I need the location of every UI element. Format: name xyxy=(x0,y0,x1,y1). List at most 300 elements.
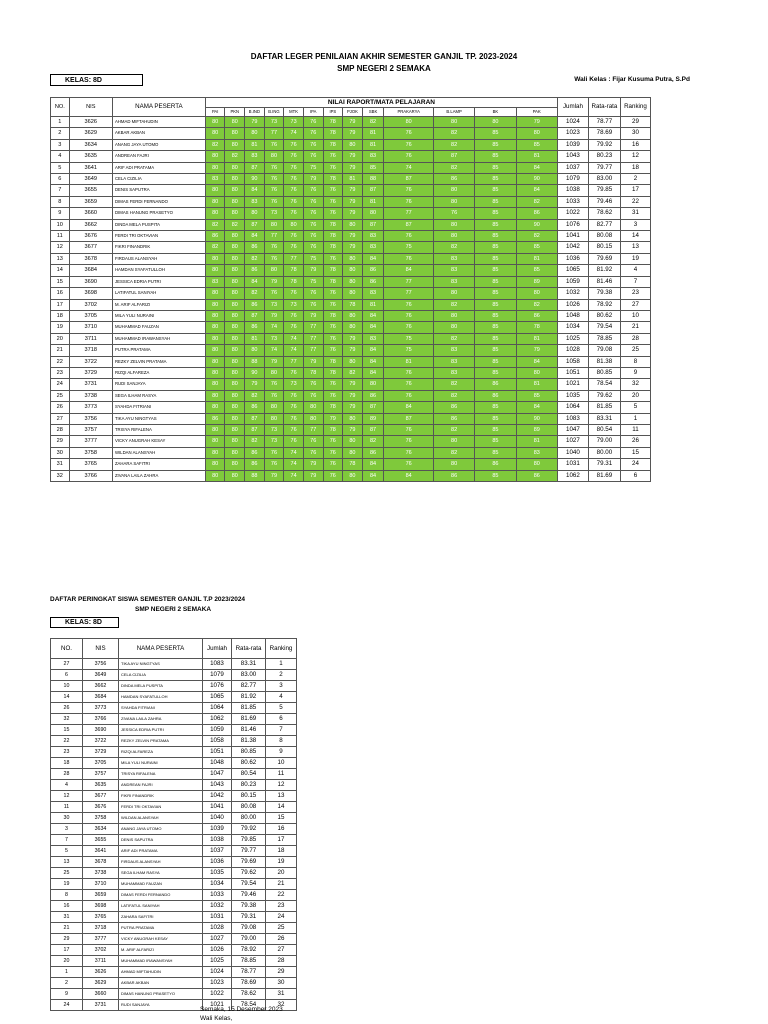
score-cell: 79 xyxy=(264,276,284,287)
score-cell: 85 xyxy=(475,208,516,219)
rank-row-nis: 3634 xyxy=(83,824,119,835)
table-row xyxy=(51,356,651,367)
score-cell: 83 xyxy=(205,276,225,287)
score-cell: 80 xyxy=(225,299,245,310)
score-cell: 78 xyxy=(303,367,323,378)
score-cell: 83 xyxy=(433,345,474,356)
rank-row-nama: SYAHDA FITRIANI xyxy=(119,703,203,714)
rank-row-ranking: 25 xyxy=(266,923,297,934)
row-nis: 3635 xyxy=(69,151,112,162)
score-cell: 80 xyxy=(433,310,474,321)
row-nama: FERDI TRI OKTAVIAN xyxy=(112,231,205,242)
table-row xyxy=(51,265,651,276)
score-cell: 81 xyxy=(516,151,557,162)
rank-row-nis: 3722 xyxy=(83,736,119,747)
table-row xyxy=(51,333,651,344)
row-ranking: 8 xyxy=(620,356,650,367)
score-cell: 80 xyxy=(205,196,225,207)
rank-row-jumlah: 1076 xyxy=(203,681,232,692)
score-cell: 82 xyxy=(433,162,474,173)
score-cell: 87 xyxy=(433,151,474,162)
rank-row-nis: 3729 xyxy=(83,747,119,758)
row-nis: 3676 xyxy=(69,231,112,242)
score-cell: 76 xyxy=(264,196,284,207)
row-nama: REZKY ZELVIN PRATAMA xyxy=(112,356,205,367)
score-cell: 81 xyxy=(516,333,557,344)
score-cell: 82 xyxy=(245,436,265,447)
rank-row-nama: DINDA MELA PUSPITA xyxy=(119,681,203,692)
rank-row-rata: 79.38 xyxy=(232,901,266,912)
table-row xyxy=(51,402,651,413)
score-cell: 80 xyxy=(225,322,245,333)
score-cell: 76 xyxy=(284,310,304,321)
row-nama: DENIS SAPUTRA xyxy=(112,185,205,196)
row-nis: 3729 xyxy=(69,367,112,378)
col-nilai-header: NILAI RAPORT/MATA PELAJARAN xyxy=(205,98,557,108)
rank-row-rata: 80.00 xyxy=(232,813,266,824)
table-row xyxy=(51,813,297,824)
score-cell: 74 xyxy=(264,345,284,356)
col-nama-header: NAMA PESERTA xyxy=(112,98,205,117)
row-ranking: 3 xyxy=(620,219,650,230)
table-row xyxy=(51,945,297,956)
rank-row-nis: 3773 xyxy=(83,703,119,714)
rank-row-nis: 3710 xyxy=(83,879,119,890)
rank-row-nis: 3757 xyxy=(83,769,119,780)
score-cell: 73 xyxy=(264,117,284,128)
score-cell: 79 xyxy=(343,196,363,207)
score-cell: 76 xyxy=(264,253,284,264)
score-cell: 76 xyxy=(284,174,304,185)
row-rata: 78.85 xyxy=(588,333,620,344)
row-nama: TRISYA RIFALENA xyxy=(112,424,205,435)
row-nis: 3698 xyxy=(69,288,112,299)
row-ranking: 9 xyxy=(620,367,650,378)
row-rata: 79.62 xyxy=(588,390,620,401)
score-cell: 84 xyxy=(384,402,434,413)
row-ranking: 28 xyxy=(620,333,650,344)
rank-row-jumlah: 1034 xyxy=(203,879,232,890)
table-row xyxy=(51,117,651,128)
table-row xyxy=(51,956,297,967)
score-cell: 76 xyxy=(284,208,304,219)
row-jumlah: 1058 xyxy=(557,356,588,367)
rank-row-no: 23 xyxy=(51,747,83,758)
score-cell: 84 xyxy=(362,322,384,333)
rank-row-ranking: 16 xyxy=(266,824,297,835)
score-cell: 83 xyxy=(433,367,474,378)
rank-row-ranking: 6 xyxy=(266,714,297,725)
rank-row-no: 16 xyxy=(51,901,83,912)
score-cell: 85 xyxy=(475,299,516,310)
leger-title: DAFTAR LEGER PENILAIAN AKHIR SEMESTER GANJIL TP. 2023-2024 xyxy=(250,52,518,61)
score-cell: 80 xyxy=(225,356,245,367)
rank-row-nis: 3676 xyxy=(83,802,119,813)
score-cell: 79 xyxy=(343,185,363,196)
score-cell: 76 xyxy=(303,231,323,242)
score-cell: 83 xyxy=(433,276,474,287)
score-cell: 73 xyxy=(264,424,284,435)
score-cell: 84 xyxy=(362,345,384,356)
score-cell: 81 xyxy=(362,128,384,139)
score-cell: 86 xyxy=(516,208,557,219)
row-no: 22 xyxy=(51,356,70,367)
table-row xyxy=(51,725,297,736)
score-cell: 77 xyxy=(384,208,434,219)
rank-col-no-header: NO. xyxy=(51,639,83,659)
score-cell: 80 xyxy=(225,424,245,435)
score-cell: 76 xyxy=(323,345,343,356)
row-nama: ANDREAN FAJRI xyxy=(112,151,205,162)
score-cell: 76 xyxy=(303,208,323,219)
rank-row-nis: 3678 xyxy=(83,857,119,868)
rank-row-jumlah: 1028 xyxy=(203,923,232,934)
rank-row-rata: 78.54 xyxy=(232,1000,266,1011)
row-nama: PUTRA PRATAMA xyxy=(112,345,205,356)
subject-header: B.IND xyxy=(245,108,265,117)
score-cell: 80 xyxy=(205,470,225,481)
score-cell: 80 xyxy=(343,265,363,276)
row-no: 31 xyxy=(51,459,70,470)
rank-row-ranking: 18 xyxy=(266,846,297,857)
score-cell: 79 xyxy=(303,265,323,276)
score-cell: 80 xyxy=(343,356,363,367)
score-cell: 80 xyxy=(225,139,245,150)
rank-row-nama: REZKY ZELVIN PRATAMA xyxy=(119,736,203,747)
row-no: 8 xyxy=(51,196,70,207)
rank-row-no: 6 xyxy=(51,670,83,681)
rank-row-nama: WILDAN ALANSYAH xyxy=(119,813,203,824)
score-cell: 77 xyxy=(264,128,284,139)
score-cell: 85 xyxy=(475,470,516,481)
table-row xyxy=(51,242,651,253)
rank-row-no: 18 xyxy=(51,758,83,769)
row-rata: 80.15 xyxy=(588,242,620,253)
rank-row-no: 22 xyxy=(51,736,83,747)
rank-row-ranking: 8 xyxy=(266,736,297,747)
score-cell: 80 xyxy=(433,436,474,447)
score-cell: 84 xyxy=(384,470,434,481)
score-cell: 76 xyxy=(384,459,434,470)
rank-row-nama: TRISYA RIFALENA xyxy=(119,769,203,780)
score-cell: 82 xyxy=(516,231,557,242)
score-cell: 76 xyxy=(384,253,434,264)
table-row xyxy=(51,470,651,481)
score-cell: 76 xyxy=(323,253,343,264)
score-cell: 76 xyxy=(323,470,343,481)
score-cell: 79 xyxy=(343,424,363,435)
rank-row-no: 13 xyxy=(51,857,83,868)
score-cell: 80 xyxy=(225,367,245,378)
score-cell: 82 xyxy=(225,219,245,230)
score-cell: 76 xyxy=(264,459,284,470)
row-nis: 3649 xyxy=(69,174,112,185)
rank-row-ranking: 21 xyxy=(266,879,297,890)
score-cell: 79 xyxy=(343,128,363,139)
score-cell: 73 xyxy=(284,117,304,128)
score-cell: 78 xyxy=(323,139,343,150)
score-cell: 83 xyxy=(516,447,557,458)
score-cell: 79 xyxy=(343,208,363,219)
table-row xyxy=(51,413,651,424)
rank-row-rata: 81.38 xyxy=(232,736,266,747)
row-jumlah: 1062 xyxy=(557,470,588,481)
score-cell: 79 xyxy=(343,117,363,128)
score-cell: 83 xyxy=(433,265,474,276)
rank-row-rata: 78.85 xyxy=(232,956,266,967)
score-cell: 85 xyxy=(475,436,516,447)
rank-row-nama: MUHAMMAD FAUZAN xyxy=(119,879,203,890)
score-cell: 81 xyxy=(516,436,557,447)
score-cell: 76 xyxy=(384,436,434,447)
score-cell: 76 xyxy=(323,299,343,310)
score-cell: 79 xyxy=(343,390,363,401)
score-cell: 82 xyxy=(245,390,265,401)
score-cell: 82 xyxy=(433,333,474,344)
rank-row-nama: TIKA AYU NINGTYAS xyxy=(119,659,203,670)
row-rata: 79.46 xyxy=(588,196,620,207)
score-cell: 76 xyxy=(303,436,323,447)
row-ranking: 5 xyxy=(620,402,650,413)
row-jumlah: 1033 xyxy=(557,196,588,207)
rank-row-rata: 78.62 xyxy=(232,989,266,1000)
rank-row-no: 5 xyxy=(51,846,83,857)
rank-row-rata: 81.46 xyxy=(232,725,266,736)
row-no: 29 xyxy=(51,436,70,447)
score-cell: 76 xyxy=(264,174,284,185)
row-no: 10 xyxy=(51,219,70,230)
rank-row-no: 28 xyxy=(51,769,83,780)
subject-header: BK xyxy=(475,108,516,117)
score-cell: 81 xyxy=(362,139,384,150)
score-cell: 82 xyxy=(516,299,557,310)
rank-row-nama: ZIVANA LAILA ZAHRA xyxy=(119,714,203,725)
col-rata-header: Rata-rata xyxy=(588,98,620,117)
score-cell: 79 xyxy=(343,162,363,173)
row-nis: 3756 xyxy=(69,413,112,424)
table-row xyxy=(51,978,297,989)
rank-row-ranking: 4 xyxy=(266,692,297,703)
score-cell: 78 xyxy=(323,117,343,128)
row-nama: M. ARIF ALFARIZI xyxy=(112,299,205,310)
rank-row-no: 32 xyxy=(51,714,83,725)
rank-row-nama: PUTRA PRATAMA xyxy=(119,923,203,934)
rank-row-no: 11 xyxy=(51,802,83,813)
score-cell: 80 xyxy=(205,208,225,219)
row-jumlah: 1040 xyxy=(557,447,588,458)
table-row xyxy=(51,128,651,139)
score-cell: 85 xyxy=(475,242,516,253)
score-cell: 87 xyxy=(384,219,434,230)
row-nama: RIZQI ALFAREZA xyxy=(112,367,205,378)
rank-row-nis: 3731 xyxy=(83,1000,119,1011)
rank-row-jumlah: 1047 xyxy=(203,769,232,780)
row-nama: RUDI SANJAYA xyxy=(112,379,205,390)
score-cell: 76 xyxy=(323,436,343,447)
score-cell: 80 xyxy=(205,288,225,299)
footer-place-date: Semaka, 15 Desember 2023 xyxy=(200,1006,283,1013)
score-cell: 79 xyxy=(343,333,363,344)
rank-row-nama: M. ARIF ALFARIZI xyxy=(119,945,203,956)
row-nis: 3777 xyxy=(69,436,112,447)
rank-row-rata: 79.77 xyxy=(232,846,266,857)
row-no: 6 xyxy=(51,174,70,185)
table-row xyxy=(51,379,651,390)
score-cell: 85 xyxy=(475,447,516,458)
score-cell: 74 xyxy=(284,333,304,344)
rank-row-rata: 82.77 xyxy=(232,681,266,692)
subject-header: PJOK xyxy=(343,108,363,117)
table-row xyxy=(51,151,651,162)
rank-row-nis: 3684 xyxy=(83,692,119,703)
score-cell: 83 xyxy=(362,288,384,299)
rank-row-jumlah: 1032 xyxy=(203,901,232,912)
row-ranking: 11 xyxy=(620,424,650,435)
table-row xyxy=(51,835,297,846)
score-cell: 82 xyxy=(343,367,363,378)
row-no: 16 xyxy=(51,288,70,299)
rank-row-ranking: 23 xyxy=(266,901,297,912)
row-jumlah: 1035 xyxy=(557,390,588,401)
table-row xyxy=(51,890,297,901)
score-cell: 87 xyxy=(245,162,265,173)
subject-header: PAK xyxy=(516,108,557,117)
score-cell: 81 xyxy=(516,379,557,390)
rank-row-ranking: 12 xyxy=(266,780,297,791)
score-cell: 80 xyxy=(245,345,265,356)
score-cell: 74 xyxy=(284,345,304,356)
score-cell: 80 xyxy=(264,402,284,413)
table-row xyxy=(51,447,651,458)
score-cell: 84 xyxy=(245,276,265,287)
table-row xyxy=(51,901,297,912)
row-nama: DIMAS FERDI FERNANDO xyxy=(112,196,205,207)
rank-row-no: 8 xyxy=(51,890,83,901)
score-cell: 76 xyxy=(303,151,323,162)
score-cell: 76 xyxy=(384,231,434,242)
rank-row-no: 30 xyxy=(51,813,83,824)
score-cell: 87 xyxy=(384,413,434,424)
score-cell: 80 xyxy=(205,333,225,344)
row-jumlah: 1026 xyxy=(557,299,588,310)
score-cell: 86 xyxy=(433,402,474,413)
rank-row-nama: ARIF ADI PRATAMA xyxy=(119,846,203,857)
row-nis: 3659 xyxy=(69,196,112,207)
rank-row-nis: 3677 xyxy=(83,791,119,802)
score-cell: 76 xyxy=(303,379,323,390)
score-cell: 76 xyxy=(303,117,323,128)
row-nis: 3684 xyxy=(69,265,112,276)
rank-row-no: 4 xyxy=(51,780,83,791)
row-nis: 3678 xyxy=(69,253,112,264)
row-jumlah: 1032 xyxy=(557,288,588,299)
rank-row-no: 29 xyxy=(51,934,83,945)
score-cell: 83 xyxy=(362,242,384,253)
row-nis: 3705 xyxy=(69,310,112,321)
score-cell: 80 xyxy=(225,459,245,470)
rank-row-nama: LATIFATUL SANIYAH xyxy=(119,901,203,912)
score-cell: 79 xyxy=(264,310,284,321)
rank-row-jumlah: 1042 xyxy=(203,791,232,802)
score-cell: 80 xyxy=(205,310,225,321)
table-row xyxy=(51,912,297,923)
score-cell: 87 xyxy=(362,402,384,413)
table-row xyxy=(51,659,297,670)
rank-row-jumlah: 1062 xyxy=(203,714,232,725)
rank-row-jumlah: 1035 xyxy=(203,868,232,879)
rank-row-no: 10 xyxy=(51,681,83,692)
table-row xyxy=(51,219,651,230)
rank-row-ranking: 9 xyxy=(266,747,297,758)
rank-row-rata: 79.62 xyxy=(232,868,266,879)
row-nama: DIMAS HANUNG PRASETYO xyxy=(112,208,205,219)
score-cell: 90 xyxy=(516,413,557,424)
rank-row-nis: 3660 xyxy=(83,989,119,1000)
score-cell: 85 xyxy=(475,356,516,367)
subject-header: IPA xyxy=(303,108,323,117)
row-ranking: 7 xyxy=(620,276,650,287)
rank-row-jumlah: 1037 xyxy=(203,846,232,857)
score-cell: 84 xyxy=(516,402,557,413)
score-cell: 78 xyxy=(323,424,343,435)
rank-row-rata: 79.85 xyxy=(232,835,266,846)
score-cell: 85 xyxy=(516,390,557,401)
row-jumlah: 1051 xyxy=(557,367,588,378)
row-rata: 78.62 xyxy=(588,208,620,219)
score-cell: 74 xyxy=(284,470,304,481)
rank-row-rata: 81.69 xyxy=(232,714,266,725)
score-cell: 84 xyxy=(362,356,384,367)
score-cell: 76 xyxy=(384,367,434,378)
row-rata: 82.77 xyxy=(588,219,620,230)
score-cell: 90 xyxy=(516,219,557,230)
score-cell: 80 xyxy=(303,402,323,413)
score-cell: 78 xyxy=(323,367,343,378)
rank-row-no: 2 xyxy=(51,978,83,989)
score-cell: 80 xyxy=(516,288,557,299)
col-jumlah-header: Jumlah xyxy=(557,98,588,117)
score-cell: 78 xyxy=(323,174,343,185)
row-jumlah: 1042 xyxy=(557,242,588,253)
row-nis: 3662 xyxy=(69,219,112,230)
rank-row-ranking: 29 xyxy=(266,967,297,978)
score-cell: 86 xyxy=(245,402,265,413)
score-cell: 83 xyxy=(433,356,474,367)
rank-row-nis: 3629 xyxy=(83,978,119,989)
table-row xyxy=(51,923,297,934)
score-cell: 83 xyxy=(433,253,474,264)
score-cell: 76 xyxy=(384,139,434,150)
row-jumlah: 1041 xyxy=(557,231,588,242)
score-cell: 84 xyxy=(516,185,557,196)
score-cell: 80 xyxy=(433,219,474,230)
table-row xyxy=(51,670,297,681)
score-cell: 80 xyxy=(384,117,434,128)
row-jumlah: 1064 xyxy=(557,402,588,413)
rank-row-no: 25 xyxy=(51,868,83,879)
score-cell: 76 xyxy=(264,242,284,253)
table-row xyxy=(51,436,651,447)
score-cell: 76 xyxy=(303,390,323,401)
score-cell: 80 xyxy=(343,413,363,424)
leger-kelas-box: KELAS: 8D xyxy=(50,74,143,86)
row-jumlah: 1048 xyxy=(557,310,588,321)
score-cell: 83 xyxy=(205,174,225,185)
row-ranking: 19 xyxy=(620,253,650,264)
score-cell: 85 xyxy=(475,322,516,333)
score-cell: 87 xyxy=(362,219,384,230)
rank-row-nis: 3649 xyxy=(83,670,119,681)
